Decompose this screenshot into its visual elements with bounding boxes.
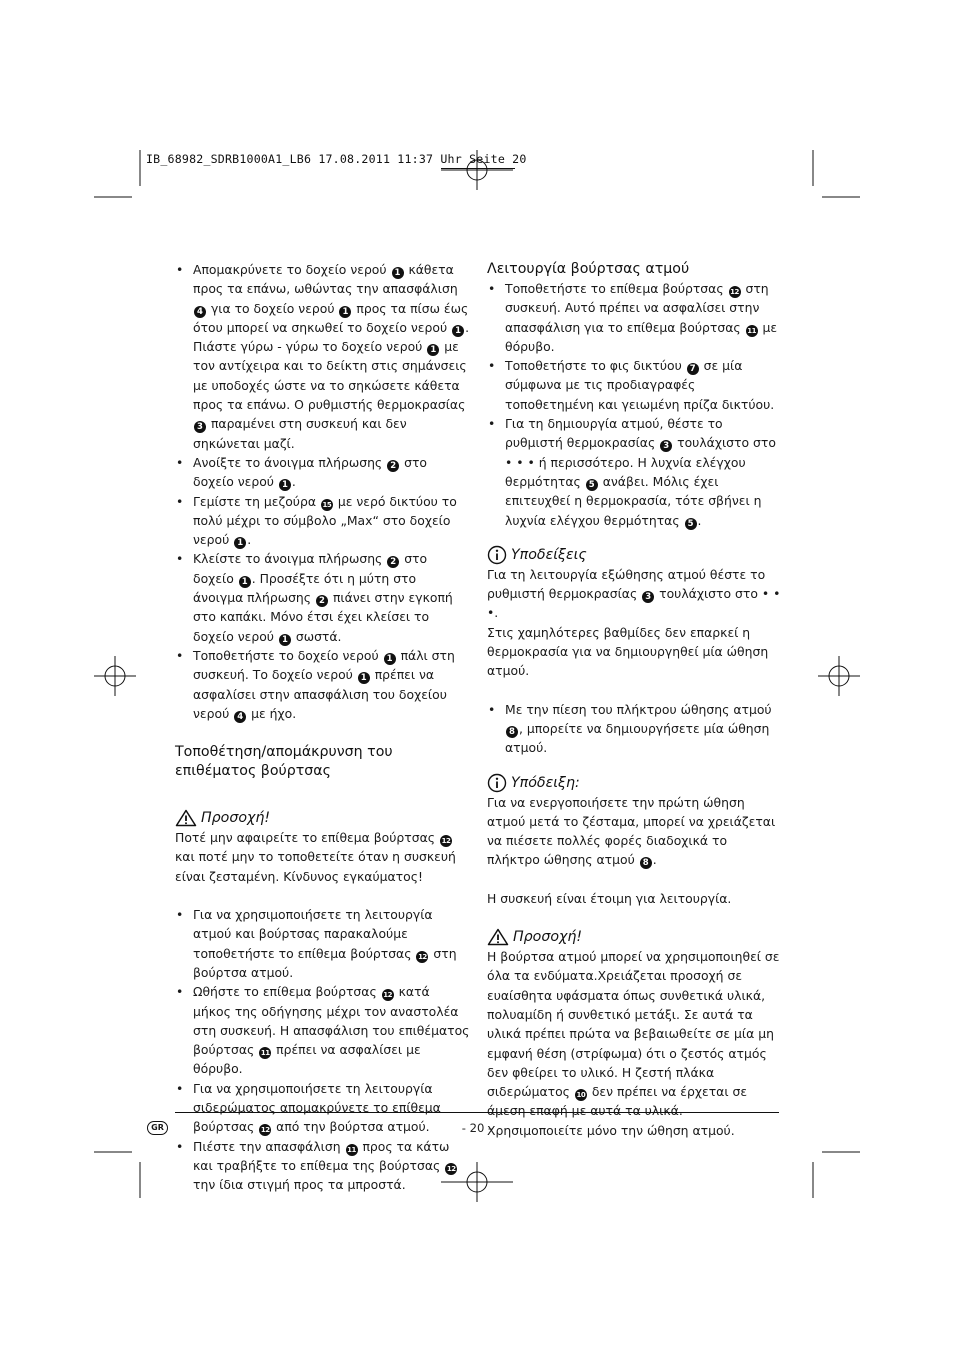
list-item: • Ανοίξτε το άνοιγμα πλήρωσης 2 στο δοχείο νερού 1 . (175, 453, 470, 492)
part-number-badge: 3 (194, 421, 206, 433)
hint-text: Για να ενεργοποιήσετε την πρώτη ώθηση ατμού μετά το ζέσταμα, μπορεί να χρειάζεται να πιέσετε πολλές φορές διαδοχικά το πλήκτρο ώθησης ατμού 8 . (487, 794, 776, 869)
hints-text-2: Στις χαμηλότερες βαθμίδες δεν επαρκεί η θερμοκρασία για να δημιουργηθεί μία ώθηση ατμού. (487, 624, 769, 679)
registration-mark-right (818, 656, 860, 696)
steam-brush-steps-list (487, 279, 782, 530)
warning-icon (175, 809, 197, 827)
registration-mark-left (94, 656, 136, 696)
part-number-badge: 10 (576, 1091, 586, 1100)
list-item: • Τοποθετήστε το επίθεμα βούρτσας 12 στη συσκευή. Αυτό πρέπει να ασφαλίσει στην απασφάλιση για το επίθεμα βούρτσας 11 με θόρυβο. (487, 279, 782, 356)
part-number-badge: 11 (260, 1049, 270, 1058)
part-number-badge: 2 (387, 556, 399, 568)
list-item: • Για να χρησιμοποιήσετε τη λειτουργία ατμού και βούρτσας παρακαλούμε τοποθετήστε το επίθεμα βούρτσας 12 στη βούρτσα ατμού. (175, 905, 470, 982)
ready-text: Η συσκευή είναι έτοιμη για λειτουργία. (487, 890, 732, 906)
section-title-steam-brush: Λειτουργία βούρτσας ατμού (487, 261, 690, 277)
page-number: - 20 - (461, 1121, 493, 1135)
warning-icon (487, 928, 509, 946)
part-number-badge: 1 (427, 344, 439, 356)
list-item: • Για τη δημιουργία ατμού, θέστε το ρυθμιστή θερμοκρασίας 3 τουλάχιστο στο • • • ή περισσότερο. Η λυχνία ελέγχου θερμότητας 5 ανάβει. Μόλις έχει επιτευχθεί η θερμοκρασία, τότε σβήνει η λυχνία ελέγχου θερμότητας 5 . (487, 414, 782, 530)
steam-burst-list (487, 700, 782, 758)
hint-title: Υπόδειξη: (511, 774, 580, 791)
info-icon (487, 773, 507, 793)
hint-heading (487, 773, 782, 793)
part-number-badge: 8 (506, 726, 518, 738)
part-number-badge: 8 (640, 857, 652, 869)
part-number-badge: 12 (441, 837, 451, 846)
part-number-badge: 11 (747, 326, 756, 335)
part-number-badge: 1 (384, 653, 396, 665)
caution-title: Προσοχή! (513, 929, 583, 946)
part-number-badge: 1 (452, 325, 464, 337)
caution-title: Προσοχή! (201, 810, 271, 827)
part-number-badge: 3 (642, 591, 654, 603)
registration-mark-top (441, 150, 513, 190)
part-number-badge: 1 (339, 306, 351, 318)
part-number-badge: 5 (685, 518, 697, 530)
caution-text: Η βούρτσα ατμού μπορεί να χρησιμοποιηθεί σε όλα τα ενδύματα.Χρειάζεται προσοχή σε ευαίσθητα υφάσματα όπως συνθετικά υλικά, πολυαμίδη ή συνθετικό μετάξι. Σε αυτά τα υλικά πρέπει πρώτα να βεβαιωθείτε σε μία μη εμφανή θέση (στρίφωμα) ότι ο ζεστός ατμός δεν φθείρει το υλικό. Η ζεστή πλάκα σιδερώματος 10 δεν πρέπει να έρχεται σε άμεση επαφή με αυτά τα υλικά. Χρησιμοποιείτε μόνο την ώθηση ατμού. (487, 949, 780, 1138)
part-number-badge: 11 (347, 1145, 356, 1154)
part-number-badge: 1 (279, 479, 291, 491)
part-number-badge: 4 (234, 711, 246, 723)
list-item: • Τοποθετήστε το δοχείο νερού 1 πάλι στη συσκευή. Το δοχείο νερού 1 πρέπει να ασφαλίσει στην απασφάλιση του δοχείου νερού 4 με ήχο. (175, 646, 470, 723)
list-item: • Γεμίστε τη μεζούρα 15 με νερό δικτύου το πολύ μέχρι το σύμβολο „Max“ στο δοχείο νερού 1 . (175, 492, 470, 550)
hints-title: Υποδείξεις (511, 546, 587, 563)
part-number-badge: 5 (586, 479, 598, 491)
info-icon (487, 545, 507, 565)
print-header: IB_68982_SDRB1000A1_LB6 17.08.2011 11:37 Uhr Seite 20 (146, 152, 527, 166)
footer-rule (175, 1112, 779, 1113)
list-item: • Πιέστε την απασφάλιση 11 προς τα κάτω και τραβήξτε το επίθεμα της βούρτσας 12 την ίδια στιγμή προς τα μπροστά. (175, 1137, 470, 1195)
part-number-badge: 12 (446, 1164, 456, 1173)
part-number-badge: 12 (383, 991, 393, 1000)
part-number-badge: 12 (260, 1126, 270, 1135)
part-number-badge: 15 (322, 500, 332, 509)
language-badge: GR (147, 1121, 168, 1135)
list-item: • Για να χρησιμοποιήσετε τη λειτουργία σιδερώματος απομακρύνετε το επίθεμα βούρτσας 12 από την βούρτσα ατμού. (175, 1079, 470, 1137)
list-item: • Με την πίεση του πλήκτρου ώθησης ατμού 8 , μπορείτε να δημιουργήσετε μία ώθηση ατμού. (487, 700, 782, 758)
part-number-badge: 12 (418, 952, 427, 961)
caution-heading-right (487, 927, 782, 947)
hints-heading (487, 545, 782, 565)
part-number-badge: 1 (358, 672, 370, 684)
part-number-badge: 1 (234, 537, 246, 549)
part-number-badge: 1 (279, 634, 291, 646)
part-number-badge: 3 (660, 440, 672, 452)
list-item: • Απομακρύνετε το δοχείο νερού 1 κάθετα προς τα επάνω, ωθώντας την απασφάλιση 4 για το δοχείο νερού 1 προς τα πίσω έως ότου μπορεί να σηκωθεί το δοχείο νερού 1 . Πιάστε γύρω - γύρω το δοχείο νερού 1 με τον αντίχειρα και το δείκτη στις σημάνσεις με υποδοχές ώστε να το σηκώσετε κάθετα προς τα επάνω. Ο ρυθμιστής θερμοκρασίας 3 παραμένει στη συσκευή και δεν σηκώνεται μαζί. (175, 260, 470, 453)
section-title-brush-attachment: Τοποθέτηση/απομάκρυνση του επιθέματος βούρτσας (175, 744, 393, 780)
caution-heading (175, 808, 470, 828)
part-number-badge: 7 (687, 363, 699, 375)
list-item: • Ωθήστε το επίθεμα βούρτσας 12 κατά μήκος της οδήγησης μέχρι τον αναστολέα στη συσκευή. Η απασφάλιση του επιθέματος βούρτσας 11 πρέπει να ασφαλίσει με θόρυβο. (175, 982, 470, 1078)
list-item: • Κλείστε το άνοιγμα πλήρωσης 2 στο δοχείο 1 . Προσέξτε ότι η μύτη στο άνοιγμα πλήρωσης 2 πιάνει στην εγκοπή στο καπάκι. Μόνο έτσι έχει κλείσει το δοχείο νερού 1 σωστά. (175, 549, 470, 645)
part-number-badge: 12 (730, 288, 739, 296)
list-item: • Τοποθετήστε το φις δικτύου 7 σε μία σύμφωνα με τις προδιαγραφές τοποθετημένη και γειωμένη πρίζα δικτύου. (487, 356, 782, 414)
part-number-badge: 1 (239, 576, 251, 588)
part-number-badge: 1 (392, 267, 404, 279)
water-tank-steps-list (175, 260, 470, 723)
part-number-badge: 2 (316, 595, 328, 607)
hints-text: Για τη λειτουργία εξώθησης ατμού θέστε το ρυθμιστή θερμοκρασίας 3 τουλάχιστο στο • • •. (487, 566, 781, 621)
caution-text: Ποτέ μην αφαιρείτε το επίθεμα βούρτσας 12 και ποτέ μην το τοποθετείτε όταν η συσκευή είναι ζεσταμένη. Κίνδυνος εγκαύματος! (175, 830, 456, 884)
brush-attachment-steps-list (175, 905, 470, 1194)
part-number-badge: 4 (194, 306, 206, 318)
left-column (175, 260, 470, 1194)
part-number-badge: 2 (387, 460, 399, 472)
right-column (487, 260, 782, 1140)
